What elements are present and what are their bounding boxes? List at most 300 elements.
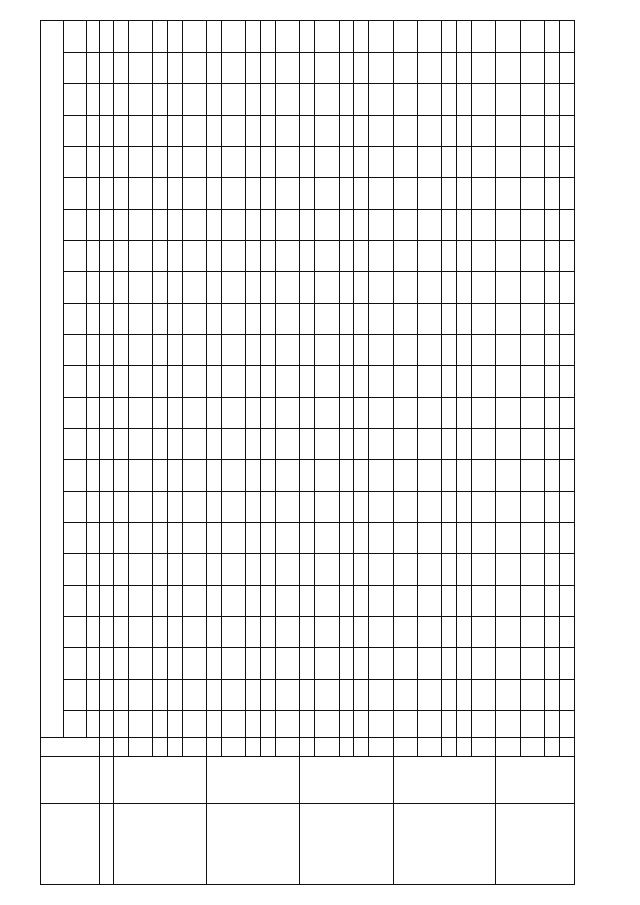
- value-cell: [354, 209, 369, 240]
- value-cell: [276, 428, 300, 459]
- value-cell: [168, 115, 183, 146]
- value-cell: [222, 52, 246, 83]
- value-cell: [261, 366, 276, 397]
- value-cell: [354, 52, 369, 83]
- value-cell: [496, 84, 520, 115]
- value-cell: [457, 21, 472, 53]
- value-cell: [207, 334, 222, 365]
- value-cell: [339, 84, 354, 115]
- value-cell: [496, 648, 520, 679]
- header-year: [63, 366, 86, 397]
- value-cell: [222, 115, 246, 146]
- value-cell: [442, 711, 457, 738]
- value-cell: [276, 209, 300, 240]
- value-cell: [276, 711, 300, 738]
- value-cell: [520, 460, 544, 491]
- value-cell: [246, 428, 261, 459]
- value-cell: [472, 240, 496, 271]
- value-cell: [369, 209, 393, 240]
- value-cell: [457, 84, 472, 115]
- value-cell: [168, 366, 183, 397]
- value-cell: [339, 303, 354, 334]
- value-cell: [300, 679, 315, 710]
- column-number: [86, 711, 100, 738]
- value-cell: [339, 146, 354, 177]
- row-source: [113, 738, 128, 756]
- value-cell: [496, 617, 520, 648]
- value-cell: [442, 679, 457, 710]
- value-cell: [339, 522, 354, 553]
- value-cell: [520, 679, 544, 710]
- value-cell: [315, 554, 339, 585]
- value-cell: [207, 648, 222, 679]
- value-cell: [442, 115, 457, 146]
- value-cell: [559, 178, 574, 209]
- value-cell: [369, 84, 393, 115]
- value-cell: [315, 146, 339, 177]
- value-cell: [520, 272, 544, 303]
- value-cell: [261, 146, 276, 177]
- value-cell: [457, 366, 472, 397]
- value-cell: [354, 491, 369, 522]
- value-cell: [276, 303, 300, 334]
- value-cell: [300, 428, 315, 459]
- value-cell: [520, 711, 544, 738]
- column-number: [100, 738, 114, 756]
- value-cell: [496, 366, 520, 397]
- value-cell: [457, 397, 472, 428]
- value-cell: [472, 84, 496, 115]
- value-cell: [496, 303, 520, 334]
- value-cell: [246, 366, 261, 397]
- value-cell: [545, 84, 560, 115]
- value-cell: [369, 21, 393, 53]
- value-cell: [496, 272, 520, 303]
- value-cell: [545, 491, 560, 522]
- value-cell: [393, 711, 417, 738]
- value-cell: [457, 115, 472, 146]
- value-cell: [246, 554, 261, 585]
- value-cell: [168, 209, 183, 240]
- value-cell: [559, 272, 574, 303]
- value-cell: [261, 554, 276, 585]
- value-cell: [457, 428, 472, 459]
- value-cell: [496, 240, 520, 271]
- table-row: [168, 21, 183, 885]
- row-source: [496, 738, 520, 756]
- table-row: [369, 21, 393, 885]
- value-cell: [354, 585, 369, 616]
- value-cell: [315, 84, 339, 115]
- table-row: [128, 21, 152, 885]
- value-cell: [442, 617, 457, 648]
- value-cell: [315, 52, 339, 83]
- value-cell: [276, 21, 300, 53]
- header-total: [63, 711, 86, 738]
- header-year: [63, 21, 86, 53]
- value-cell: [472, 554, 496, 585]
- value-cell: [261, 491, 276, 522]
- value-cell: [128, 84, 152, 115]
- value-cell: [153, 52, 168, 83]
- value-cell: [128, 209, 152, 240]
- value-cell: [442, 146, 457, 177]
- value-cell: [457, 648, 472, 679]
- value-cell: [339, 679, 354, 710]
- value-cell: [457, 240, 472, 271]
- value-cell: [207, 21, 222, 53]
- value-cell: [222, 209, 246, 240]
- column-number-spacer: [100, 679, 114, 710]
- value-cell: [182, 21, 206, 53]
- value-cell: [168, 711, 183, 738]
- value-cell: [261, 334, 276, 365]
- row-source: [369, 738, 393, 756]
- value-cell: [246, 491, 261, 522]
- value-cell: [300, 146, 315, 177]
- value-cell: [113, 711, 128, 738]
- value-cell: [545, 303, 560, 334]
- value-cell: [168, 491, 183, 522]
- value-cell: [442, 209, 457, 240]
- value-cell: [393, 366, 417, 397]
- value-cell: [315, 679, 339, 710]
- value-cell: [246, 178, 261, 209]
- table-row: [354, 21, 369, 885]
- column-number-spacer: [100, 272, 114, 303]
- value-cell: [276, 648, 300, 679]
- value-cell: [276, 617, 300, 648]
- row-source: [545, 738, 560, 756]
- value-cell: [222, 679, 246, 710]
- value-cell: [182, 617, 206, 648]
- value-cell: [442, 491, 457, 522]
- value-cell: [369, 491, 393, 522]
- table-row: [222, 21, 246, 885]
- value-cell: [168, 334, 183, 365]
- value-cell: [369, 146, 393, 177]
- value-cell: [559, 554, 574, 585]
- row-responsible: [113, 756, 206, 804]
- value-cell: [222, 240, 246, 271]
- value-cell: [339, 334, 354, 365]
- value-cell: [369, 679, 393, 710]
- row-source: [520, 738, 544, 756]
- value-cell: [182, 585, 206, 616]
- row-source: [393, 738, 417, 756]
- value-cell: [153, 272, 168, 303]
- value-cell: [559, 21, 574, 53]
- value-cell: [393, 240, 417, 271]
- value-cell: [545, 272, 560, 303]
- value-cell: [246, 115, 261, 146]
- value-cell: [520, 21, 544, 53]
- value-cell: [182, 491, 206, 522]
- value-cell: [339, 240, 354, 271]
- value-cell: [520, 115, 544, 146]
- value-cell: [300, 240, 315, 271]
- value-cell: [369, 460, 393, 491]
- value-cell: [472, 711, 496, 738]
- value-cell: [300, 115, 315, 146]
- value-cell: [545, 711, 560, 738]
- column-number: [86, 178, 100, 209]
- value-cell: [113, 554, 128, 585]
- value-cell: [393, 617, 417, 648]
- value-cell: [418, 460, 442, 491]
- value-cell: [354, 397, 369, 428]
- column-number-spacer: [100, 522, 114, 553]
- budget-table: [40, 20, 575, 885]
- header-year: [63, 554, 86, 585]
- value-cell: [496, 711, 520, 738]
- value-cell: [472, 303, 496, 334]
- value-cell: [418, 146, 442, 177]
- column-number-spacer: [100, 366, 114, 397]
- value-cell: [520, 52, 544, 83]
- value-cell: [113, 272, 128, 303]
- value-cell: [520, 648, 544, 679]
- value-cell: [182, 84, 206, 115]
- column-number: [86, 428, 100, 459]
- row-source: [457, 738, 472, 756]
- column-number: [86, 679, 100, 710]
- row-source: [559, 738, 574, 756]
- value-cell: [559, 84, 574, 115]
- value-cell: [300, 460, 315, 491]
- value-cell: [457, 334, 472, 365]
- table-row: [339, 21, 354, 885]
- value-cell: [182, 115, 206, 146]
- value-cell: [559, 240, 574, 271]
- column-number: [86, 522, 100, 553]
- value-cell: [545, 648, 560, 679]
- value-cell: [207, 303, 222, 334]
- value-cell: [315, 460, 339, 491]
- value-cell: [472, 491, 496, 522]
- value-cell: [418, 115, 442, 146]
- row-name: [393, 804, 496, 885]
- value-cell: [442, 585, 457, 616]
- column-number-spacer: [100, 585, 114, 616]
- table-row: [418, 21, 442, 885]
- value-cell: [315, 240, 339, 271]
- value-cell: [354, 428, 369, 459]
- value-cell: [128, 52, 152, 83]
- value-cell: [113, 460, 128, 491]
- value-cell: [182, 554, 206, 585]
- value-cell: [545, 397, 560, 428]
- value-cell: [496, 178, 520, 209]
- value-cell: [222, 460, 246, 491]
- value-cell: [369, 711, 393, 738]
- value-cell: [559, 522, 574, 553]
- value-cell: [393, 334, 417, 365]
- value-cell: [545, 428, 560, 459]
- value-cell: [354, 711, 369, 738]
- column-number-spacer: [100, 146, 114, 177]
- row-responsible: [496, 756, 575, 804]
- value-cell: [128, 554, 152, 585]
- value-cell: [113, 334, 128, 365]
- table-row: [207, 21, 222, 885]
- value-cell: [442, 303, 457, 334]
- value-cell: [442, 21, 457, 53]
- value-cell: [354, 366, 369, 397]
- value-cell: [222, 84, 246, 115]
- value-cell: [393, 21, 417, 53]
- table-row: [315, 21, 339, 885]
- value-cell: [472, 366, 496, 397]
- value-cell: [354, 679, 369, 710]
- table-row: [393, 21, 417, 885]
- column-number: [86, 617, 100, 648]
- value-cell: [369, 52, 393, 83]
- value-cell: [246, 522, 261, 553]
- header-name: [41, 804, 100, 885]
- value-cell: [559, 146, 574, 177]
- header-year: [63, 209, 86, 240]
- header-year: [63, 679, 86, 710]
- value-cell: [545, 21, 560, 53]
- value-cell: [418, 522, 442, 553]
- value-cell: [300, 303, 315, 334]
- value-cell: [442, 84, 457, 115]
- value-cell: [300, 52, 315, 83]
- table-row: [261, 21, 276, 885]
- value-cell: [520, 585, 544, 616]
- value-cell: [276, 522, 300, 553]
- value-cell: [339, 397, 354, 428]
- value-cell: [222, 272, 246, 303]
- value-cell: [222, 397, 246, 428]
- value-cell: [393, 209, 417, 240]
- value-cell: [261, 460, 276, 491]
- value-cell: [418, 240, 442, 271]
- value-cell: [496, 460, 520, 491]
- value-cell: [128, 679, 152, 710]
- row-source: [168, 738, 183, 756]
- header-year: [63, 397, 86, 428]
- value-cell: [261, 522, 276, 553]
- value-cell: [545, 146, 560, 177]
- value-cell: [545, 178, 560, 209]
- value-cell: [113, 178, 128, 209]
- value-cell: [315, 334, 339, 365]
- value-cell: [418, 52, 442, 83]
- value-cell: [442, 52, 457, 83]
- value-cell: [545, 334, 560, 365]
- value-cell: [153, 84, 168, 115]
- value-cell: [354, 334, 369, 365]
- value-cell: [153, 21, 168, 53]
- value-cell: [393, 679, 417, 710]
- value-cell: [418, 209, 442, 240]
- column-number: [86, 52, 100, 83]
- value-cell: [369, 366, 393, 397]
- value-cell: [153, 428, 168, 459]
- value-cell: [168, 146, 183, 177]
- value-cell: [393, 146, 417, 177]
- value-cell: [472, 522, 496, 553]
- table-row: [496, 21, 520, 885]
- value-cell: [153, 366, 168, 397]
- value-cell: [369, 240, 393, 271]
- value-cell: [113, 52, 128, 83]
- value-cell: [207, 366, 222, 397]
- value-cell: [545, 522, 560, 553]
- value-cell: [153, 240, 168, 271]
- value-cell: [168, 21, 183, 53]
- value-cell: [559, 491, 574, 522]
- value-cell: [168, 303, 183, 334]
- value-cell: [207, 460, 222, 491]
- value-cell: [276, 334, 300, 365]
- value-cell: [457, 554, 472, 585]
- value-cell: [207, 554, 222, 585]
- value-cell: [545, 366, 560, 397]
- value-cell: [153, 115, 168, 146]
- value-cell: [545, 52, 560, 83]
- value-cell: [246, 679, 261, 710]
- value-cell: [261, 397, 276, 428]
- value-cell: [369, 303, 393, 334]
- value-cell: [153, 711, 168, 738]
- value-cell: [393, 84, 417, 115]
- value-cell: [276, 554, 300, 585]
- value-cell: [472, 428, 496, 459]
- value-cell: [113, 585, 128, 616]
- row-source: [442, 738, 457, 756]
- value-cell: [369, 428, 393, 459]
- row-source: [182, 738, 206, 756]
- value-cell: [354, 21, 369, 53]
- value-cell: [246, 303, 261, 334]
- value-cell: [393, 491, 417, 522]
- column-number-spacer: [100, 178, 114, 209]
- value-cell: [207, 397, 222, 428]
- value-cell: [276, 115, 300, 146]
- value-cell: [222, 334, 246, 365]
- value-cell: [153, 303, 168, 334]
- value-cell: [369, 334, 393, 365]
- table-row: [153, 21, 168, 885]
- value-cell: [153, 617, 168, 648]
- value-cell: [545, 460, 560, 491]
- value-cell: [418, 272, 442, 303]
- value-cell: [128, 334, 152, 365]
- header-year: [63, 428, 86, 459]
- value-cell: [442, 460, 457, 491]
- value-cell: [300, 397, 315, 428]
- value-cell: [472, 21, 496, 53]
- value-cell: [496, 428, 520, 459]
- value-cell: [472, 397, 496, 428]
- value-cell: [113, 679, 128, 710]
- value-cell: [472, 617, 496, 648]
- value-cell: [300, 178, 315, 209]
- value-cell: [276, 460, 300, 491]
- value-cell: [113, 303, 128, 334]
- value-cell: [300, 554, 315, 585]
- value-cell: [315, 617, 339, 648]
- value-cell: [113, 491, 128, 522]
- row-source: [246, 738, 261, 756]
- value-cell: [207, 522, 222, 553]
- value-cell: [472, 679, 496, 710]
- column-number-spacer: [100, 397, 114, 428]
- column-number: [86, 303, 100, 334]
